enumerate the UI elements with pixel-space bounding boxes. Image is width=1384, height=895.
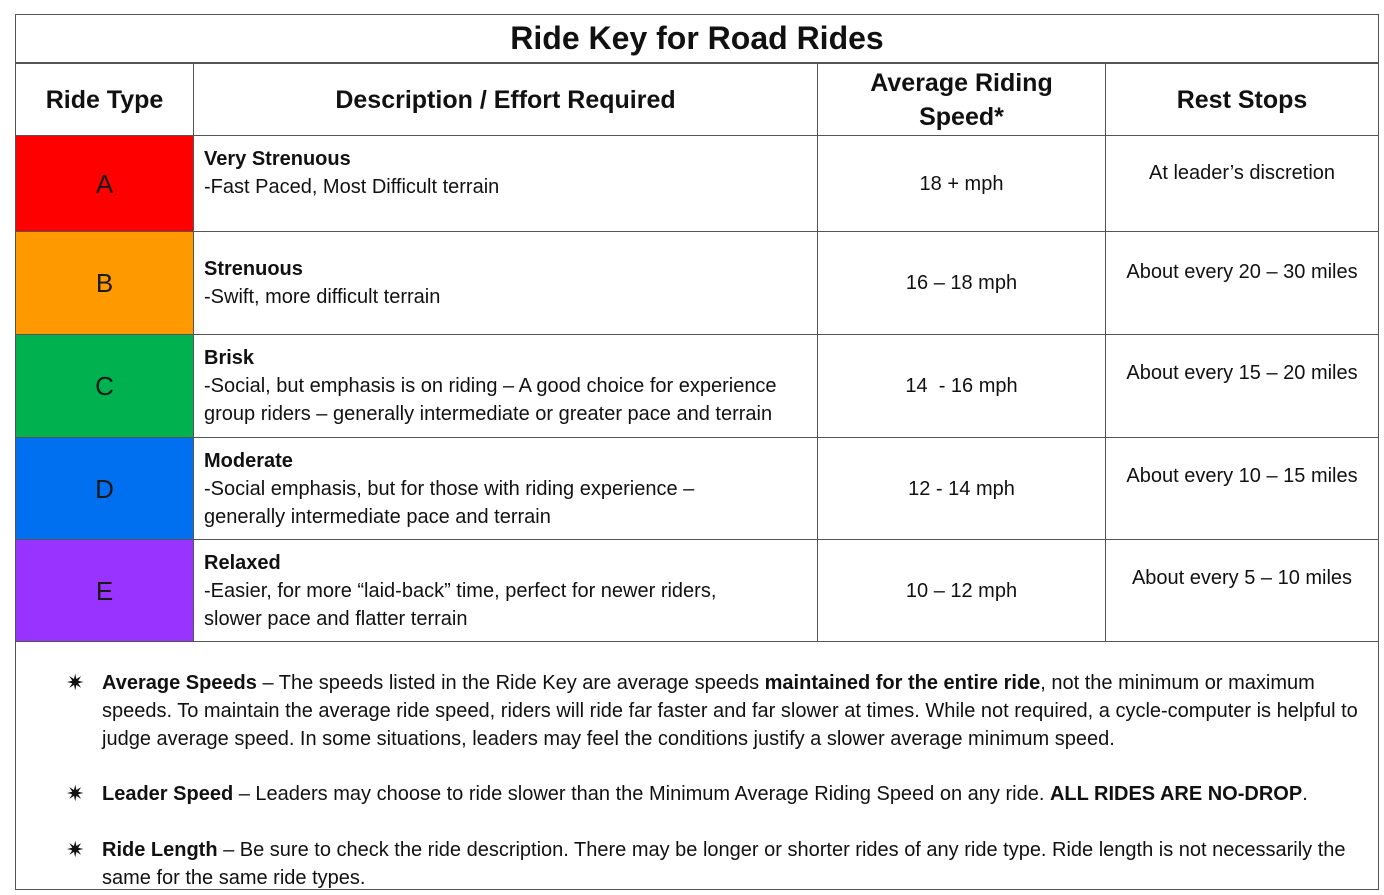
note-text: – Be sure to check the ride description. There may be longer or shorter rides of any ride type. Ride length is not necessarily the same for the same ride types. — [102, 839, 1346, 889]
note-ride-length — [66, 836, 1362, 892]
description-cell — [194, 136, 818, 232]
rest-stops-cell: About every 20 – 30 miles — [1106, 232, 1379, 335]
effort-name: Brisk — [204, 347, 255, 369]
header-rest-stops: Rest Stops — [1106, 64, 1379, 136]
effort-detail: -Fast Paced, Most Difficult terrain — [204, 176, 500, 198]
header-ride-type: Ride Type — [16, 64, 194, 136]
table-header-row — [16, 64, 1379, 136]
effort-detail: group riders – generally intermediate or greater pace and terrain — [204, 403, 773, 425]
effort-detail: -Social emphasis, but for those with riding experience – — [204, 477, 695, 500]
page-title: Ride Key for Road Rides — [16, 15, 1378, 63]
ride-key-table — [15, 63, 1379, 642]
description-cell — [194, 540, 818, 642]
description-cell — [194, 438, 818, 540]
table-row — [16, 232, 1379, 335]
table-row — [16, 540, 1379, 642]
ride-type-cell: E — [16, 540, 194, 642]
effort-detail: slower pace and flatter terrain — [204, 607, 468, 630]
note-average-speeds — [66, 669, 1362, 753]
effort-detail: -Swift, more difficult terrain — [204, 286, 441, 308]
ride-type-cell: D — [16, 438, 194, 540]
header-speed — [818, 64, 1106, 136]
header-speed-label: Average Riding Speed* — [870, 68, 1053, 131]
table-row — [16, 438, 1379, 540]
star-bullet-icon: ✷ — [66, 670, 85, 695]
note-text: – Leaders may choose to ride slower than the Minimum Average Riding Speed on any ride. — [233, 783, 1050, 805]
note-text: , not the minimum or maximum speeds. To maintain the average ride speed, riders will ride far faster and far slower at times. While not required, a cycle-computer is helpful to judge average speed. In some situations, leaders may feel the conditions justify a slower average minimum speed. — [102, 672, 1358, 750]
note-title: Average Speeds — [102, 672, 257, 694]
rest-stops-cell: At leader’s discretion — [1106, 136, 1379, 232]
header-description: Description / Effort Required — [194, 64, 818, 136]
rest-stops-cell: About every 15 – 20 miles — [1106, 335, 1379, 438]
note-title: Leader Speed — [102, 783, 234, 805]
effort-detail: generally intermediate pace and terrain — [204, 505, 551, 528]
effort-detail: -Easier, for more “laid-back” time, perfect for newer riders, — [204, 579, 717, 602]
note-emphasis: ALL RIDES ARE NO-DROP — [1049, 783, 1303, 805]
effort-detail: -Social, but emphasis is on riding – A good choice for experience — [204, 375, 777, 397]
table-row — [16, 335, 1379, 438]
effort-name: Moderate — [204, 449, 293, 472]
description-cell — [194, 335, 818, 438]
note-leader-speed — [66, 780, 1362, 808]
speed-cell: 10 – 12 mph — [818, 540, 1106, 642]
speed-cell: 18 + mph — [818, 136, 1106, 232]
ride-type-cell: B — [16, 232, 194, 335]
rest-stops-cell: About every 10 – 15 miles — [1106, 438, 1379, 540]
effort-name: Relaxed — [204, 551, 281, 574]
effort-name: Very Strenuous — [204, 148, 351, 170]
ride-key-sheet — [15, 14, 1379, 890]
speed-cell: 14 - 16 mph — [818, 335, 1106, 438]
table-row — [16, 136, 1379, 232]
ride-type-cell: A — [16, 136, 194, 232]
star-bullet-icon: ✷ — [66, 837, 85, 862]
star-bullet-icon: ✷ — [66, 781, 85, 806]
note-text: . — [1302, 783, 1308, 805]
speed-cell: 12 - 14 mph — [818, 438, 1106, 540]
note-text: – The speeds listed in the Ride Key are average speeds — [256, 672, 765, 694]
speed-cell: 16 – 18 mph — [818, 232, 1106, 335]
description-cell — [194, 232, 818, 335]
note-title: Ride Length — [102, 839, 218, 861]
rest-stops-cell: About every 5 – 10 miles — [1106, 540, 1379, 642]
effort-name: Strenuous — [204, 258, 303, 280]
note-emphasis: maintained for the entire ride — [764, 672, 1041, 694]
ride-type-cell: C — [16, 335, 194, 438]
